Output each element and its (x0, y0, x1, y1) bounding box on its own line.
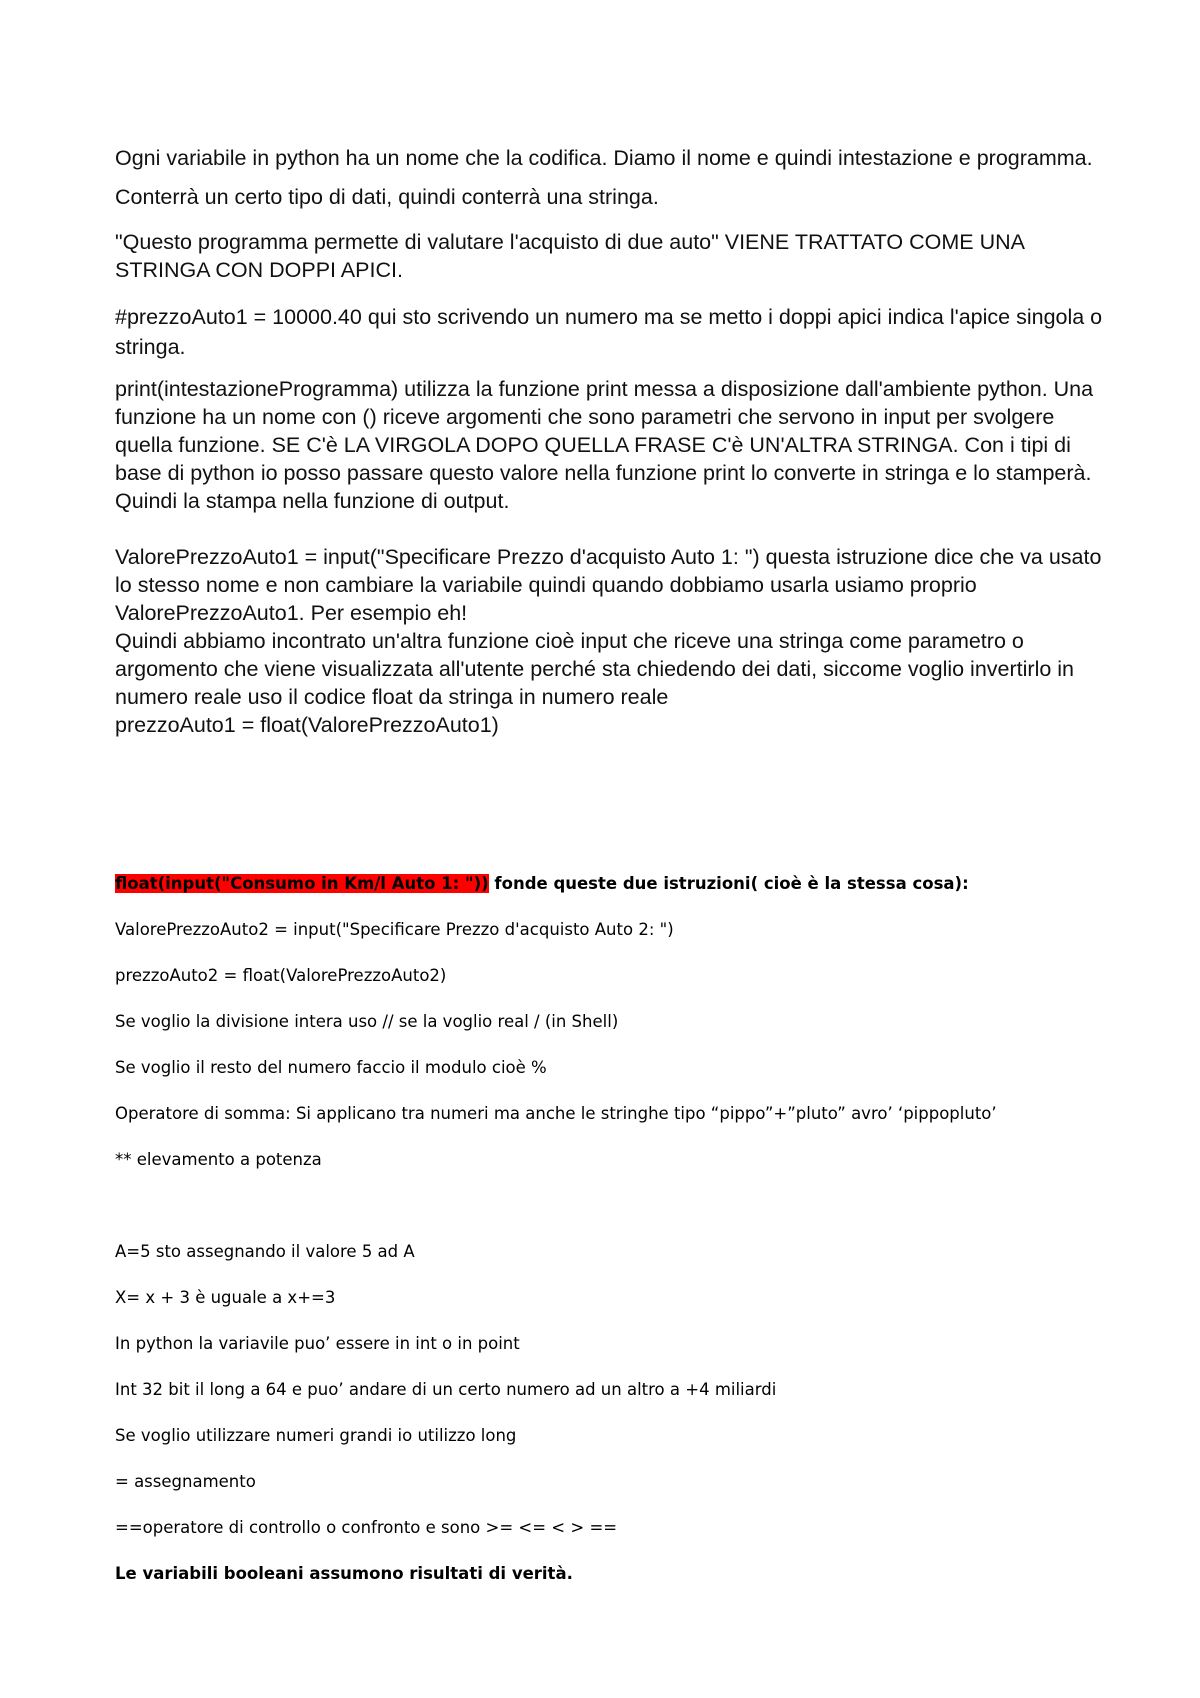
line-highlight-float-input (115, 873, 969, 895)
line-prezzo-auto2: prezzoAuto2 = float(ValorePrezzoAuto2) (115, 966, 447, 985)
highlighted-code: float(input("Consumo in Km/l Auto 1: ")) (115, 874, 489, 893)
line-elevamento-potenza: ** elevamento a potenza (115, 1150, 322, 1169)
line-operatore-somma: Operatore di somma: Si applicano tra numeri ma anche le stringhe tipo “pippo”+”pluto” avro’ ‘pippopluto’ (115, 1104, 997, 1123)
paragraph-input-function: ValorePrezzoAuto1 = input("Specificare Prezzo d'acquisto Auto 1: ") questa istruzione dice che va usato lo stesso nome e non cambiare la variabile quindi quando dobbiamo usarla usiamo proprio ValorePrezzoAuto1. Per esempio eh! (115, 545, 1102, 625)
paragraph-data-type: Conterrà un certo tipo di dati, quindi conterrà una stringa. (115, 185, 659, 209)
paragraph-float-conversion: prezzoAuto1 = float(ValorePrezzoAuto1) (115, 713, 499, 737)
line-assegnamento: = assegnamento (115, 1472, 256, 1491)
line-assegnazione-a: A=5 sto assegnando il valore 5 ad A (115, 1242, 415, 1261)
paragraph-string-quotes: "Questo programma permette di valutare l'acquisto di due auto" VIENE TRATTATO COME UNA STRINGA CON DOPPI APICI. (115, 230, 1024, 282)
line-int-long-bit: Int 32 bit il long a 64 e puo’ andare di un certo numero ad un altro a +4 miliardi (115, 1380, 777, 1399)
paragraph-prezzo-auto: #prezzoAuto1 = 10000.40 qui sto scrivendo un numero ma se metto i doppi apici indica l'apice singola o stringa. (115, 305, 1103, 359)
notes-section-arial (115, 144, 1105, 739)
line-variabili-booleani: Le variabili booleani assumono risultati di verità. (115, 1564, 573, 1583)
line-x-piu-tre: X= x + 3 è uguale a x+=3 (115, 1288, 336, 1307)
highlight-rest-text: fonde queste due istruzioni( cioè è la stessa cosa): (488, 874, 969, 893)
line-modulo: Se voglio il resto del numero faccio il modulo cioè % (115, 1058, 547, 1077)
paragraph-variable-name: Ogni variabile in python ha un nome che la codifica. Diamo il nome e quindi intestazione e programma. (115, 146, 1093, 170)
line-int-point: In python la variavile puo’ essere in int o in point (115, 1334, 520, 1353)
line-valore-prezzo-auto2: ValorePrezzoAuto2 = input("Specificare Prezzo d'acquisto Auto 2: ") (115, 920, 674, 939)
line-divisione-intera: Se voglio la divisione intera uso // se la voglio real / (in Shell) (115, 1012, 619, 1031)
paragraph-print-function: print(intestazioneProgramma) utilizza la funzione print messa a disposizione dall'ambiente python. Una funzione ha un nome con () riceve argomenti che sono parametri che servono in input per svolgere quella funzione. SE C'è LA VIRGOLA DOPO QUELLA FRASE C'è UN'ALTRA STRINGA. Con i tipi di base di python io posso passare questo valore nella funzione print lo converte in stringa e lo stamperà. Quindi la stampa nella funzione di output. (115, 377, 1094, 513)
paragraph-input-explanation: Quindi abbiamo incontrato un'altra funzione cioè input che riceve una stringa come parametro o argomento che viene visualizzata all'utente perché sta chiedendo dei dati, siccome voglio invertirlo in numero reale uso il codice float da stringa in numero reale (115, 629, 1075, 709)
line-operatore-confronto: ==operatore di controllo o confronto e sono >= <= < > == (115, 1518, 618, 1537)
line-numeri-grandi: Se voglio utilizzare numeri grandi io utilizzo long (115, 1426, 517, 1445)
